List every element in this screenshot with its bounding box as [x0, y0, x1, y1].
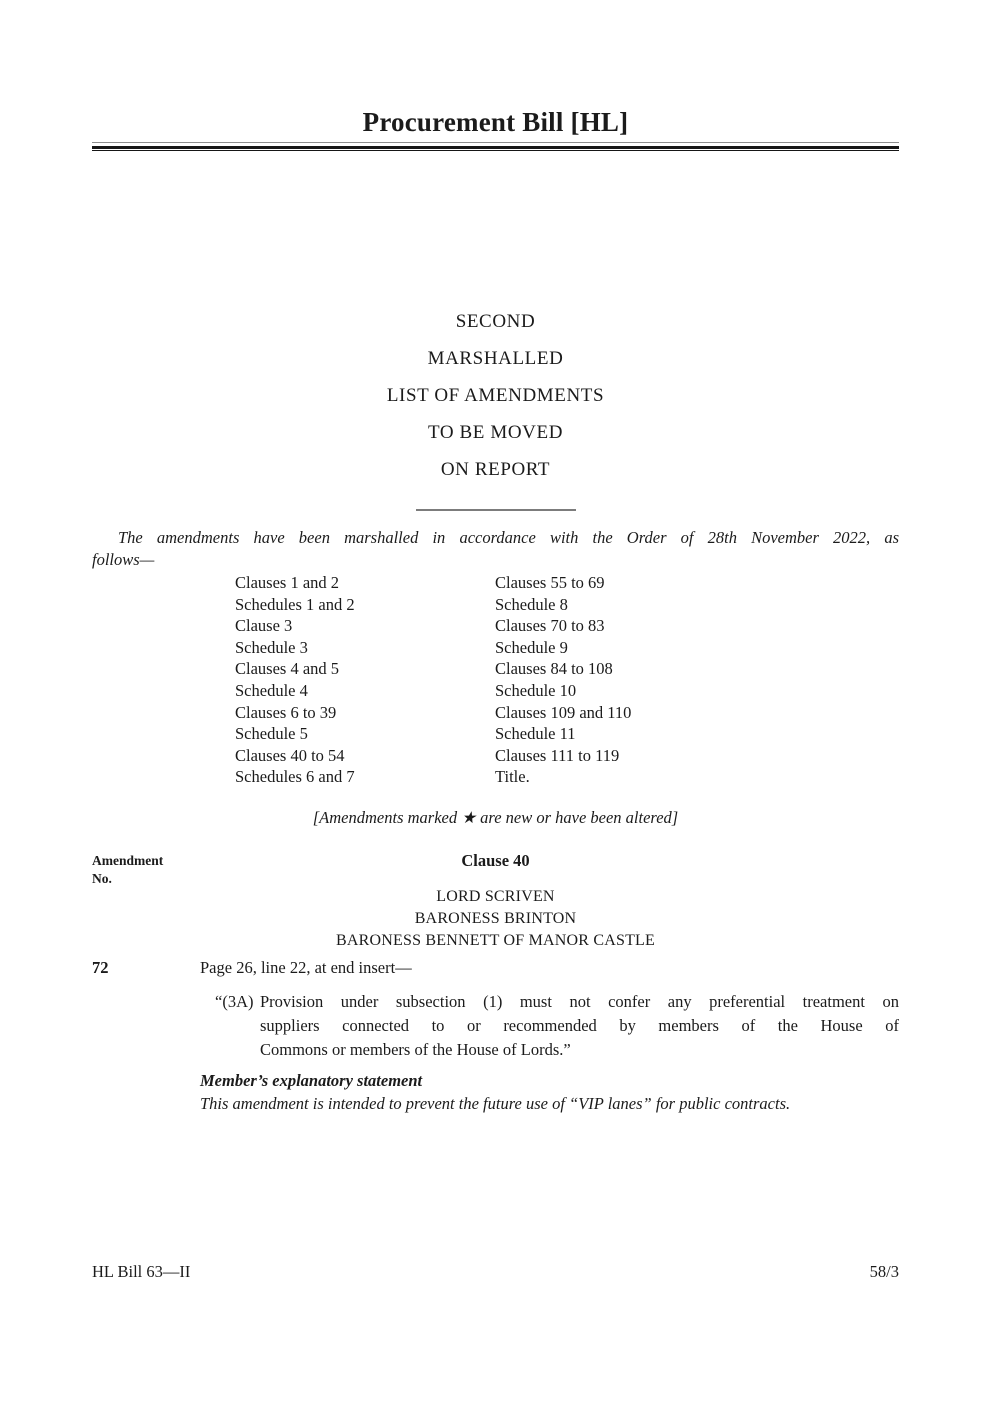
- order-list-item: Clause 3: [235, 616, 293, 636]
- title-divider-rule: [92, 142, 899, 151]
- inserted-provision-line: Provision under subsection (1) must not confer any preferential treatment on: [260, 992, 899, 1011]
- marshalling-note-line: follows—: [92, 549, 155, 569]
- inserted-provision-label: “(3A): [215, 992, 254, 1011]
- order-list-item: Clauses 55 to 69: [495, 573, 605, 592]
- sponsor-name: BARONESS BRINTON: [414, 910, 577, 927]
- inserted-provision-line: Commons or members of the House of Lords.”: [260, 1040, 571, 1059]
- order-list-item: Clauses 84 to 108: [495, 659, 613, 679]
- heading-line: MARSHALLED: [427, 348, 564, 369]
- explanatory-statement-text: This amendment is intended to prevent the future use of “VIP lanes” for public contracts.: [200, 1094, 791, 1113]
- order-list-right-column: [495, 572, 795, 788]
- order-list-item: Schedule 3: [235, 637, 308, 657]
- marshalling-note: [92, 527, 899, 570]
- order-list-item: Schedule 4: [235, 680, 308, 700]
- marshalling-note-line: The amendments have been marshalled in accordance with the Order of 28th November 2022, as: [118, 528, 899, 547]
- footer-sheet-number: 58/3: [869, 1262, 899, 1281]
- page-footer: [92, 1262, 899, 1282]
- order-list-item: Clauses 70 to 83: [495, 616, 605, 636]
- order-list-item: Schedules 6 and 7: [235, 767, 355, 787]
- amendment-no-label-line: Amendment: [92, 853, 164, 868]
- sponsor-name: BARONESS BENNETT OF MANOR CASTLE: [335, 932, 656, 949]
- order-list-left-column: [235, 572, 495, 788]
- order-list-item: Title.: [495, 767, 530, 787]
- order-list-item: Clauses 4 and 5: [235, 659, 340, 679]
- order-list-item: Schedule 5: [235, 724, 308, 744]
- marshalling-order-list: [235, 572, 795, 788]
- divider-thick-line: [92, 146, 899, 149]
- star-note: [Amendments marked ★ are new or have been altered]: [312, 808, 679, 827]
- clause-heading: Clause 40: [461, 851, 530, 870]
- order-list-item: Clauses 40 to 54: [235, 745, 345, 765]
- order-list-item: Clauses 1 and 2: [235, 573, 340, 592]
- order-list-item: Schedule 10: [495, 680, 577, 700]
- heading-line: SECOND: [455, 311, 536, 332]
- order-list-item: Clauses 109 and 110: [495, 702, 632, 722]
- order-list-item: Schedule 11: [495, 724, 576, 744]
- order-list-item: Schedule 9: [495, 637, 568, 657]
- inserted-provision-line: suppliers connected to or recommended by members of the House of: [260, 1016, 899, 1035]
- cover-headings: [0, 303, 991, 488]
- divider-gray-line: [92, 142, 899, 143]
- order-list-item: Schedule 8: [495, 594, 568, 614]
- section-separator-rule: [416, 509, 576, 511]
- heading-line: TO BE MOVED: [427, 422, 564, 443]
- sponsors-list: [0, 886, 991, 952]
- amendment-number: 72: [92, 958, 109, 977]
- bill-title: Procurement Bill [HL]: [362, 107, 629, 137]
- amendment-no-label-line: No.: [92, 871, 112, 886]
- inserted-provision-block: [215, 990, 899, 1062]
- order-list-item: Clauses 111 to 119: [495, 745, 620, 765]
- order-list-item: Clauses 6 to 39: [235, 702, 337, 722]
- divider-thin-line: [92, 150, 899, 151]
- amendment-instruction: Page 26, line 22, at end insert—: [200, 958, 412, 977]
- explanatory-statement-heading: Member’s explanatory statement: [200, 1071, 423, 1090]
- heading-line: LIST OF AMENDMENTS: [386, 385, 605, 406]
- sponsor-name: LORD SCRIVEN: [436, 888, 555, 905]
- heading-line: ON REPORT: [440, 459, 551, 480]
- inserted-provision-text: [260, 990, 899, 1062]
- order-list-item: Schedules 1 and 2: [235, 594, 355, 614]
- footer-bill-number: HL Bill 63—II: [92, 1262, 191, 1281]
